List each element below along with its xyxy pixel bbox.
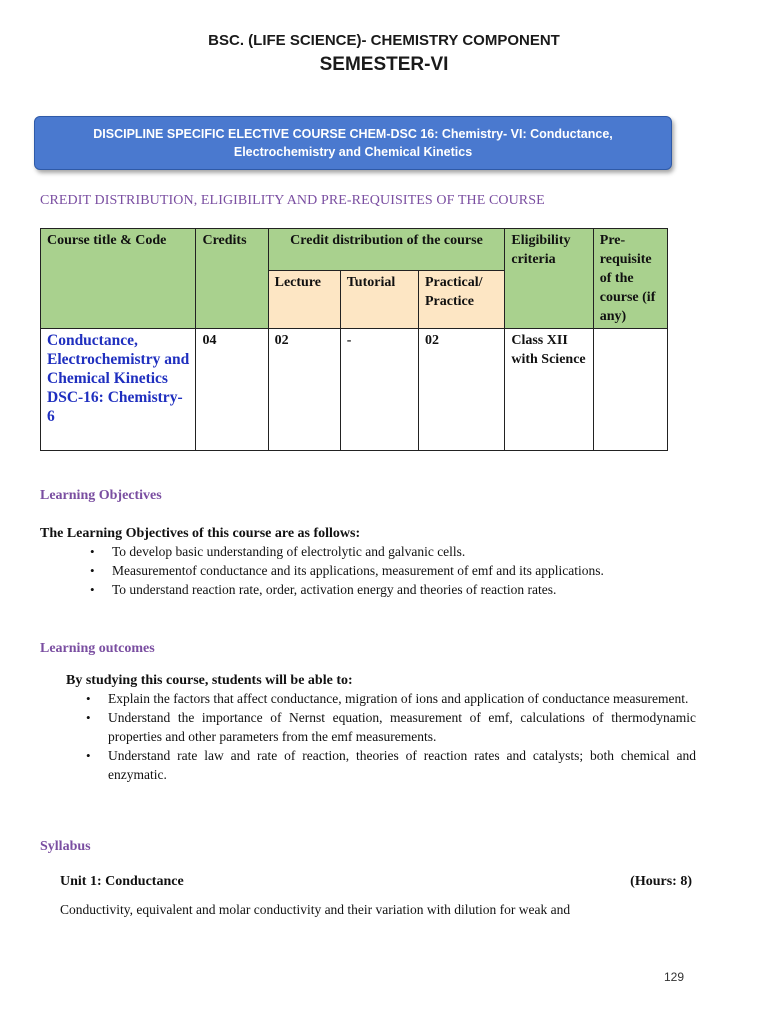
credit-table <box>40 228 668 451</box>
list-item: • Understand rate law and rate of reaction, theories of reaction rates and catalysts; both chemical and enzymatic. <box>80 746 696 784</box>
outcomes-lead: By studying this course, students will be able to: <box>66 673 353 688</box>
list-item: • To understand reaction rate, order, activation energy and theories of reaction rates. <box>84 580 700 599</box>
objectives-lead: The Learning Objectives of this course are as follows: <box>40 526 361 541</box>
document-header: BSC. (LIFE SCIENCE)- CHEMISTRY COMPONENT <box>208 32 560 49</box>
header-credit-distribution: Credit distribution of the course <box>268 229 505 271</box>
learning-outcomes-section <box>66 673 696 784</box>
outcomes-list <box>80 689 696 784</box>
list-item: • To develop basic understanding of electrolytic and galvanic cells. <box>84 542 700 561</box>
course-banner <box>34 116 672 170</box>
semester-title: SEMESTER-VI <box>319 54 449 75</box>
cell-tutorial: - <box>340 329 418 451</box>
header-tutorial: Tutorial <box>340 271 418 329</box>
header-eligibility: Eligibility criteria <box>505 229 593 329</box>
learning-objectives-title: Learning Objectives <box>40 488 162 503</box>
cell-lecture: 02 <box>268 329 340 451</box>
list-item: • Explain the factors that affect conductance, migration of ions and application of conductance measurement. <box>80 689 696 708</box>
page-number: 129 <box>664 970 685 984</box>
learning-objectives-section <box>40 526 700 599</box>
list-item: • Understand the importance of Nernst equation, measurement of emf, calculations of thermodynamic properties and other parameters from the emf measurements. <box>80 708 696 746</box>
unit-heading-row <box>60 874 692 890</box>
syllabus-body: Conductivity, equivalent and molar conductivity and their variation with dilution for weak and <box>60 902 571 917</box>
header-practical: Practical/ Practice <box>418 271 504 329</box>
list-item: • Measurementof conductance and its applications, measurement of emf and its applications. <box>84 561 700 580</box>
header-prerequisite: Pre-requisite of the course (if any) <box>593 229 667 329</box>
banner-line-1: DISCIPLINE SPECIFIC ELECTIVE COURSE CHEM-DSC 16: Chemistry- VI: Conductance, <box>93 127 613 141</box>
syllabus-title: Syllabus <box>40 839 91 854</box>
learning-outcomes-title: Learning outcomes <box>40 641 155 656</box>
header-course-title: Course title & Code <box>41 229 196 329</box>
header-lecture: Lecture <box>268 271 340 329</box>
cell-course-name: Conductance, Electrochemistry and Chemical Kinetics DSC-16: Chemistry- 6 <box>41 329 196 451</box>
cell-prerequisite <box>593 329 667 451</box>
cell-credits: 04 <box>196 329 268 451</box>
header-credits: Credits <box>196 229 268 329</box>
cell-practical: 02 <box>418 329 504 451</box>
cell-eligibility: Class XII with Science <box>505 329 593 451</box>
unit-title: Unit 1: Conductance <box>60 874 184 889</box>
objectives-list <box>84 542 700 599</box>
banner-line-2: Electrochemistry and Chemical Kinetics <box>233 145 473 159</box>
unit-hours: (Hours: 8) <box>630 874 692 889</box>
credit-distribution-heading: CREDIT DISTRIBUTION, ELIGIBILITY AND PRE-REQUISITES OF THE COURSE <box>40 193 545 208</box>
